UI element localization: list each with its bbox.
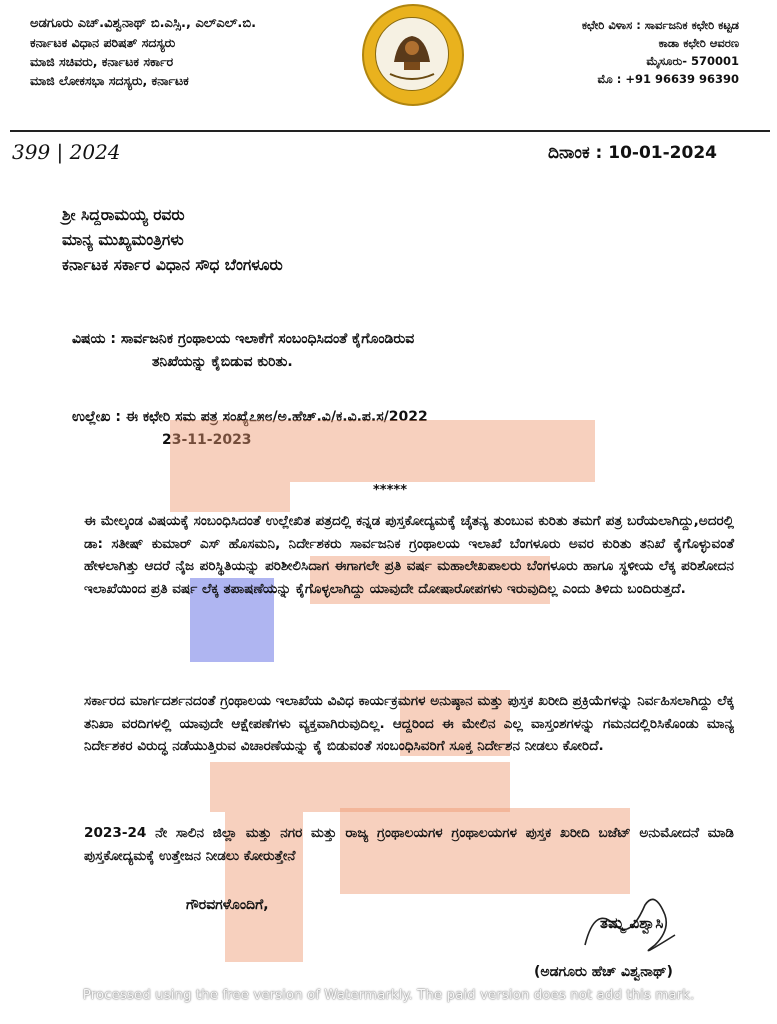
reference-date: 23-11-2023 [162,432,252,448]
addressee-line-2: ಮಾನ್ಯ ಮುಖ್ಯಮಂತ್ರಿಗಳು [62,231,184,249]
office-address-line-1: ಕಛೇರಿ ವಿಳಾಸ : ಸಾರ್ವಜನಿಕ ಕಛೇರಿ ಕಟ್ಟಡ [581,18,739,32]
header-divider [10,130,770,132]
addressee-line-1: ಶ್ರೀ ಸಿದ್ದರಾಮಯ್ಯ ರವರು [62,206,185,224]
office-address-line-2: ಕಾಡಾ ಕಛೇರಿ ಆವರಣ [658,36,739,50]
signer-name: (ಅಡಗೂರು ಹೆಚ್ ವಿಶ್ವನಾಥ್) [534,964,673,980]
letterhead-right [582,16,739,88]
office-phone: ಮೊ : +91 96639 96390 [597,72,739,86]
body-paragraph-2: ಸರ್ಕಾರದ ಮಾರ್ಗದರ್ಶನದಂತೆ ಗ್ರಂಥಾಲಯ ಇಲಾಖೆಯ ವಿವಿಧ ಕಾರ್ಯಕ್ರಮಗಳ ಅನುಷ್ಠಾನ ಮತ್ತು ಪುಸ್ತಕ ಖರೀದಿ ಪ್ರಕ್ರಿಯೆಗಳನ್ನು ನಿರ್ವಹಿಸಲಾಗಿದ್ದು ಲೆಕ್ಕ ತನಿಖಾ ವರದಿಗಳಲ್ಲಿ ಯಾವುದೇ ಆಕ್ಷೇಪಣೆಗಳು ವ್ಯಕ್ತವಾಗಿರುವುದಿಲ್ಲ. ಆದ್ದರಿಂದ ಈ ಮೇಲಿನ ಎಲ್ಲ ವಾಸ್ತಂಶಗಳನ್ನು ಗಮನದಲ್ಲಿರಿಸಿಕೊಂಡು ಮಾನ್ಯ ನಿರ್ದೇಶಕರ ವಿರುದ್ಧ ನಡೆಯುತ್ತಿರುವ ವಿಚಾರಣೆಯನ್ನು ಕೈ ಬಿಡುವಂತೆ ಸಂಬಂಧಿಸಿವರಿಗೆ ಸೂಕ್ತ ನಿರ್ದೇಶನ ನೀಡಲು ಕೋರಿದೆ. [84,693,734,755]
office-address-line-3: ಮೈಸೂರು- 570001 [646,54,739,68]
subject-line-1: ವಿಷಯ : ಸಾರ್ವಜನಿಕ ಗ್ರಂಥಾಲಯ ಇಲಾಕೆಗೆ ಸಂಬಂಧಿಸಿದಂತೆ ಕೈಗೊಂಡಿರುವ [72,331,415,347]
karnataka-emblem-icon [362,4,464,106]
closing-greeting: ಗೌರವಗಳೊಂದಿಗೆ, [186,897,269,913]
letterhead-left [30,14,256,90]
signoff: ತಮ್ಮ ವಿಶ್ವಾಸಿ [600,914,664,932]
highlight-region [170,482,290,512]
sender-title-2: ಮಾಜಿ ಸಚಿವರು, ಕರ್ನಾಟಕ ಸರ್ಕಾರ [30,54,174,69]
addressee-block [62,203,283,278]
subject-block [72,328,414,374]
letter-date: ದಿನಾಂಕ : 10-01-2024 [548,143,717,163]
sender-name: ಅಡಗೂರು ಎಚ್.ವಿಶ್ವನಾಥ್ ಬಿ.ಎಸ್ಸಿ., ಎಲ್ಎಲ್.ಬಿ. [30,16,257,31]
reference-number: 399 | 2024 [12,140,121,164]
sender-title-1: ಕರ್ನಾಟಕ ವಿಧಾನ ಪರಿಷತ್ ಸದಸ್ಯರು [30,35,176,50]
highlight-region [170,420,595,482]
body-paragraph-1: ಈ ಮೇಲ್ಕಂಡ ವಿಷಯಕ್ಕೆ ಸಂಬಂಧಿಸಿದಂತೆ ಉಲ್ಲೇಖಿತ ಪತ್ರದಲ್ಲಿ ಕನ್ನಡ ಪುಸ್ತಕೋದ್ಯಮಕ್ಕೆ ಚೈತನ್ಯ ತುಂಬುವ ಕುರಿತು ತಮಗೆ ಪತ್ರ ಬರೆಯಲಾಗಿದ್ದು,ಅದರಲ್ಲಿ ಡಾ: ಸತೀಷ್ ಕುಮಾರ್ ಎಸ್ ಹೊಸಮನಿ, ನಿರ್ದೇಶಕರು ಸಾರ್ವಜನಿಕ ಗ್ರಂಥಾಲಯ ಇಲಾಖೆ ಬೆಂಗಳೂರು ಅವರ ಕುರಿತು ತನಿಖೆ ಕೈಗೊಳ್ಳುವಂತೆ ಹೇಳಲಾಗಿತ್ತು ಆದರೆ ನೈಜ ಪರಿಸ್ಥಿತಿಯನ್ನು ಪರಿಶೀಲಿಸಿದಾಗ ಈಗಾಗಲೇ ಪ್ರತಿ ವರ್ಷ ಮಹಾಲೇಖಪಾಲರು ಬೆಂಗಳೂರು ಹಾಗೂ ಸ್ಥಳೀಯ ಲೆಕ್ಕ ಪರಿಶೋದನ ಇಲಾಖೆಯಿಂದ ಪ್ರತಿ ವರ್ಷ ಲೆಕ್ಕ ತಪಾಷಣೆಯನ್ನು ಕೈಗೊಳ್ಳಲಾಗಿದ್ದು ಯಾವುದೇ ದೋಷಾರೋಪಗಳು ಇರುವುದಿಲ್ಲ ಎಂದು ತಿಳಿದು ಬಂದಿರುತ್ತದೆ. [84,513,734,597]
separator-stars: ***** [373,483,407,498]
watermark-text: Processed using the free version of Watermarkly. The paid version does not add this mark. [82,987,695,1003]
highlight-region [210,762,510,812]
body-paragraph-3: 2023-24 ನೇ ಸಾಲಿನ ಜಿಲ್ಲಾ ಮತ್ತು ನಗರ ಮತ್ತು ರಾಜ್ಯ ಗ್ರಂಥಾಲಯಗಳ ಗ್ರಂಥಾಲಯಗಳ ಪುಸ್ತಕ ಖರೀದಿ ಬಜೆಟ್ ಅನುಮೋದನೆ ಮಾಡಿ ಪುಸ್ತಕೋದ್ಯಮಕ್ಕೆ ಉತ್ತೇಜನ ನೀಡಲು ಕೋರುತ್ತೇನೆ [84,825,734,864]
addressee-line-3: ಕರ್ನಾಟಕ ಸರ್ಕಾರ ವಿಧಾನ ಸೌಧ ಬೆಂಗಳೂರು [62,256,283,274]
reference-line: ಉಲ್ಲೇಖ : ಈ ಕಛೇರಿ ಸಮ ಪತ್ರ ಸಂಖ್ಯೆ೭೫೮/ಅ.ಹೆಚ್.ವಿ/ಕ.ವಿ.ಪ.ಸ/2022 [72,409,428,425]
subject-line-2: ತನಿಖೆಯನ್ನು ಕೈಬಿಡುವ ಕುರಿತು. [152,354,293,370]
sender-title-3: ಮಾಜಿ ಲೋಕಸಭಾ ಸದಸ್ಯರು, ಕರ್ನಾಟಕ [30,73,189,88]
